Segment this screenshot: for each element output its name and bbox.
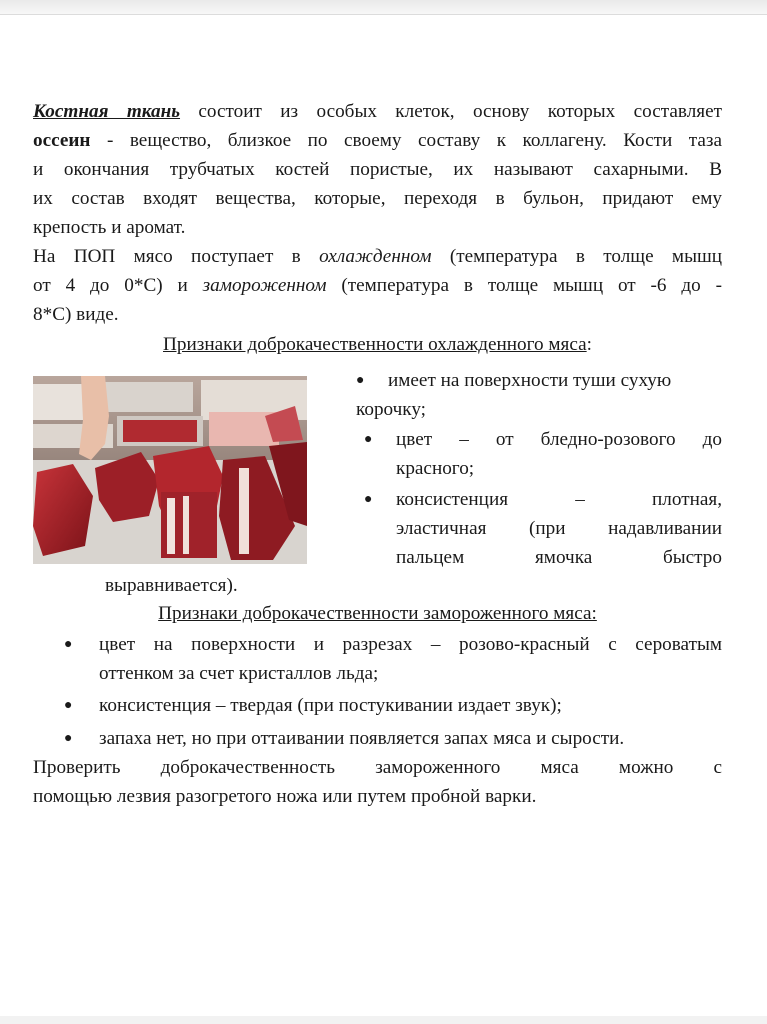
page-top-border bbox=[0, 0, 767, 15]
heading-chilled: Признаки доброкачественности охлажденного мяса: bbox=[163, 334, 592, 355]
term-frozen: замороженном bbox=[202, 275, 327, 296]
bullet-icon: ● bbox=[364, 492, 373, 507]
meat-photo-illustration bbox=[33, 376, 307, 564]
frozen-sign1-line2: оттенком за счет кристаллов льда; bbox=[99, 663, 379, 684]
para1-line4: их состав входят вещества, которые, переходя в бульон, придают ему bbox=[33, 188, 722, 209]
bullet-icon: ● bbox=[356, 373, 365, 388]
term-bone-tissue: Костная ткань bbox=[33, 101, 181, 122]
para1-line2: оссеин - вещество, близкое по своему составу к коллагену. Кости таза bbox=[33, 130, 723, 151]
para1-line1: Костная ткань состоит из особых клеток, основу которых составляет bbox=[33, 101, 722, 122]
para2-line3: 8*С) виде. bbox=[33, 304, 119, 325]
chilled-sign3-line4: выравнивается). bbox=[105, 575, 238, 596]
bullet-icon: ● bbox=[64, 731, 73, 746]
frozen-sign2: консистенция – твердая (при постукивании издает звук); bbox=[99, 695, 562, 716]
para1-line5: крепость и аромат. bbox=[33, 217, 186, 238]
frozen-sign3: запаха нет, но при оттаивании появляется запах мяса и сырости. bbox=[99, 728, 625, 749]
chilled-sign3-line1: консистенция – плотная, bbox=[396, 489, 722, 510]
frozen-sign1-line1: цвет на поверхности и разрезах – розово-красный с сероватым bbox=[99, 634, 722, 655]
heading-frozen: Признаки доброкачественности замороженного мяса: bbox=[158, 603, 597, 624]
chilled-sign1-line2: корочку; bbox=[356, 399, 427, 420]
chilled-sign3-line2: эластичная (при надавливании bbox=[396, 518, 722, 539]
chilled-sign2-line2: красного; bbox=[396, 458, 475, 479]
para2-line2: от 4 до 0*С) и замороженном (температура в толще мышц от -6 до - bbox=[33, 275, 722, 296]
closing-line1: Проверить доброкачественность замороженного мяса можно с bbox=[33, 757, 722, 778]
term-chilled: охлажденном bbox=[319, 246, 432, 267]
page-bottom-border bbox=[0, 1016, 767, 1024]
chilled-sign2-line1: цвет – от бледно-розового до bbox=[396, 429, 722, 450]
bullet-icon: ● bbox=[64, 698, 73, 713]
bullet-icon: ● bbox=[364, 432, 373, 447]
term-ossein: оссеин bbox=[33, 130, 91, 151]
para1-line3: и окончания трубчатых костей пористые, их называют сахарными. В bbox=[33, 159, 722, 180]
closing-line2: помощью лезвия разогретого ножа или путем пробной варки. bbox=[33, 786, 537, 807]
chilled-sign3-line3: пальцем ямочка быстро bbox=[396, 547, 722, 568]
bullet-icon: ● bbox=[64, 637, 73, 652]
meat-display-photo bbox=[33, 376, 307, 564]
chilled-sign1-line1: имеет на поверхности туши сухую bbox=[388, 370, 672, 391]
para2-line1: На ПОП мясо поступает в охлажденном (температура в толще мышц bbox=[33, 246, 723, 267]
